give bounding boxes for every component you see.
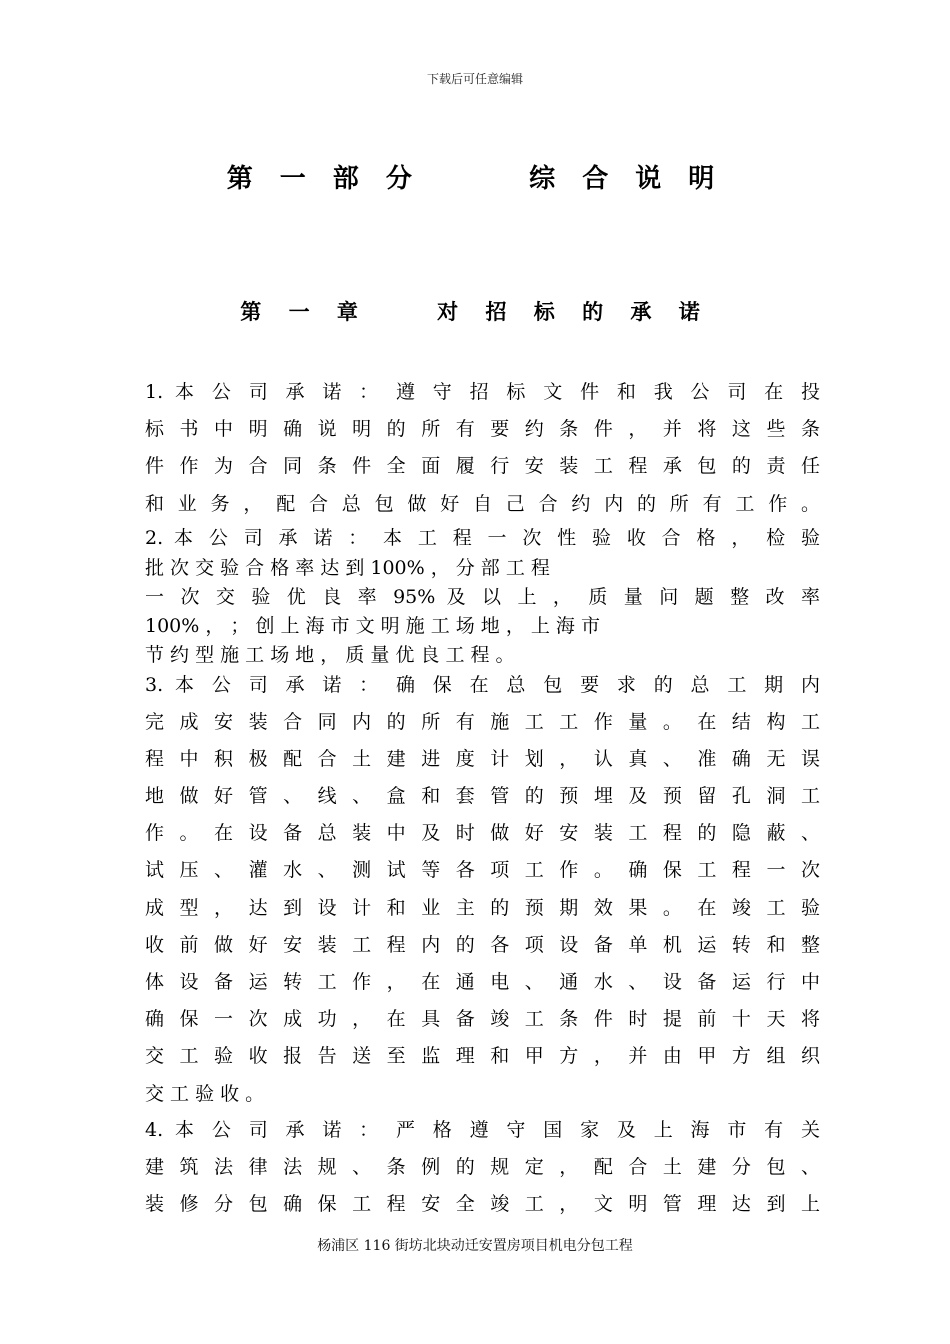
body-line: 件 作 为 合 同 条 件 全 面 履 行 安 装 工 程 承 包 的 责 任 [145, 455, 820, 477]
body-line: 程 中 积 极 配 合 土 建 进 度 计 划 ， 认 真 、 准 确 无 误 [145, 748, 820, 770]
body-line: 节 约 型 施 工 场 地 ， 质 量 优 良 工 程 。 [145, 644, 515, 666]
body-line: 完 成 安 装 合 同 内 的 所 有 施 工 工 作 量 。 在 结 构 工 [145, 711, 820, 733]
body-line: 地 做 好 管 、 线 、 盒 和 套 管 的 预 埋 及 预 留 孔 洞 工 [145, 785, 820, 807]
body-line: 确 保 一 次 成 功 ， 在 具 备 竣 工 条 件 时 提 前 十 天 将 [145, 1008, 820, 1030]
body-line: 2. 本 公 司 承 诺 ： 本 工 程 一 次 性 验 收 合 格 ， 检 验 [145, 527, 820, 549]
page-footer: 杨浦区 116 街坊北块动迁安置房项目机电分包工程 [317, 1238, 633, 1254]
body-line: 收 前 做 好 安 装 工 程 内 的 各 项 设 备 单 机 运 转 和 整 [145, 934, 820, 956]
part-title: 第 一 部 分 综 合 说 明 [226, 164, 724, 194]
body-line: 标 书 中 明 确 说 明 的 所 有 要 约 条 件 ， 并 将 这 些 条 [145, 418, 820, 440]
body-line: 装 修 分 包 确 保 工 程 安 全 竣 工 ， 文 明 管 理 达 到 上 [145, 1193, 820, 1215]
body-line: 建 筑 法 律 法 规 、 条 例 的 规 定 ， 配 合 土 建 分 包 、 [145, 1156, 820, 1178]
body-line: 100% ， ； 创 上 海 市 文 明 施 工 场 地 ， 上 海 市 [145, 615, 600, 637]
page-header: 下载后可任意编辑 [426, 72, 523, 86]
body-line: 和 业 务 ， 配 合 总 包 做 好 自 己 合 约 内 的 所 有 工 作 。 [145, 493, 820, 515]
body-line: 成 型 ， 达 到 设 计 和 业 主 的 预 期 效 果 。 在 竣 工 验 [145, 897, 820, 919]
body-line: 一 次 交 验 优 良 率 95% 及 以 上 ， 质 量 问 题 整 改 率 [145, 586, 820, 608]
body-line: 交 工 验 收 。 [145, 1083, 265, 1105]
body-line: 4. 本 公 司 承 诺 ： 严 格 遵 守 国 家 及 上 海 市 有 关 [145, 1119, 820, 1141]
body-line: 作 。 在 设 备 总 装 中 及 时 做 好 安 装 工 程 的 隐 蔽 、 [145, 822, 820, 844]
body-line: 1. 本 公 司 承 诺 ： 遵 守 招 标 文 件 和 我 公 司 在 投 [145, 381, 820, 403]
body-line: 体 设 备 运 转 工 作 ， 在 通 电 、 通 水 、 设 备 运 行 中 [145, 971, 820, 993]
body-line: 交 工 验 收 报 告 送 至 监 理 和 甲 方 ， 并 由 甲 方 组 织 [145, 1045, 820, 1067]
body-line: 试 压 、 灌 水 、 测 试 等 各 项 工 作 。 确 保 工 程 一 次 [145, 859, 820, 881]
chapter-title: 第 一 章 对 招 标 的 承 诺 [240, 299, 710, 324]
body-line: 批 次 交 验 合 格 率 达 到 100% ， 分 部 工 程 [145, 557, 550, 579]
body-line: 3. 本 公 司 承 诺 ： 确 保 在 总 包 要 求 的 总 工 期 内 [145, 674, 820, 696]
